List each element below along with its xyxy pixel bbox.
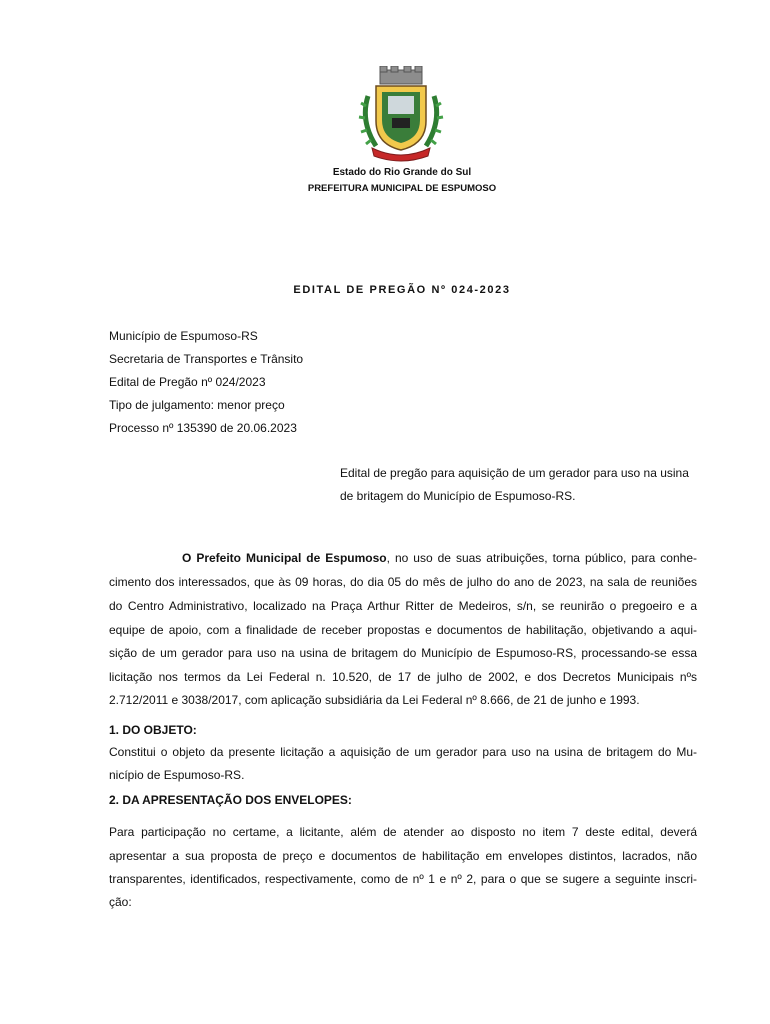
info-line: Processo nº 135390 de 20.06.2023 <box>109 421 297 435</box>
intro-first-rest: , no uso de suas atribuições, torna público, para conhe- <box>386 551 697 565</box>
section-2-line: Para participação no certame, a licitante, além de atender ao disposto no item 7 deste edital, deverá <box>109 825 697 839</box>
section-1-heading: 1. DO OBJETO: <box>109 723 197 737</box>
intro-line: 2.712/2011 e 3038/2017, com aplicação subsidiária da Lei Federal nº 8.666, de 21 de junho e 1993. <box>109 693 640 707</box>
intro-line: do Centro Administrativo, localizado na Praça Arthur Ritter de Medeiros, s/n, se reunirão o pregoeiro e a <box>109 599 697 613</box>
state-name: Estado do Rio Grande do Sul <box>332 167 472 178</box>
summary-line: Edital de pregão para aquisição de um gerador para uso na usina <box>340 466 689 480</box>
intro-line: licitação nos termos da Lei Federal n. 10.520, de 17 de julho de 2002, e dos Decretos Municipais nºs <box>109 670 697 684</box>
section-1-line: nicípio de Espumoso-RS. <box>109 768 245 782</box>
info-line: Edital de Pregão nº 024/2023 <box>109 375 266 389</box>
info-line: Tipo de julgamento: menor preço <box>109 398 285 412</box>
section-2-line: apresentar a sua proposta de preço e documentos de habilitação em envelopes distintos, lacrados, não <box>109 849 697 863</box>
prefecture-name: PREFEITURA MUNICIPAL DE ESPUMOSO <box>307 183 497 194</box>
document-title: EDITAL DE PREGÃO Nº 024-2023 <box>293 284 511 296</box>
intro-line: cimento dos interessados, que às 09 horas, do dia 05 do mês de julho do ano de 2023, na sala de reuniões <box>109 575 697 589</box>
info-line: Secretaria de Transportes e Trânsito <box>109 352 304 366</box>
section-1-line: Constitui o objeto da presente licitação a aquisição de um gerador para uso na usina de britagem do Mu- <box>109 745 697 759</box>
intro-bold-start: O Prefeito Municipal de Espumoso <box>182 551 387 565</box>
intro-line: equipe de apoio, com a finalidade de receber propostas e documentos de habilitação, objetivando a aqui- <box>109 623 697 637</box>
section-2-line: transparentes, identificados, respectivamente, como de nº 1 e nº 2, para o que se sugere a seguinte inscri- <box>109 872 697 886</box>
intro-line: sição de um gerador para uso na usina de britagem do Município de Espumoso-RS, processando-se essa <box>109 646 697 660</box>
section-2-line: ção: <box>109 895 132 909</box>
summary-line: de britagem do Município de Espumoso-RS. <box>340 489 576 503</box>
coat-of-arms-icon <box>358 66 444 162</box>
section-2-heading: 2. DA APRESENTAÇÃO DOS ENVELOPES: <box>109 793 352 807</box>
info-line: Município de Espumoso-RS <box>109 329 258 343</box>
intro-first-line <box>182 550 697 566</box>
